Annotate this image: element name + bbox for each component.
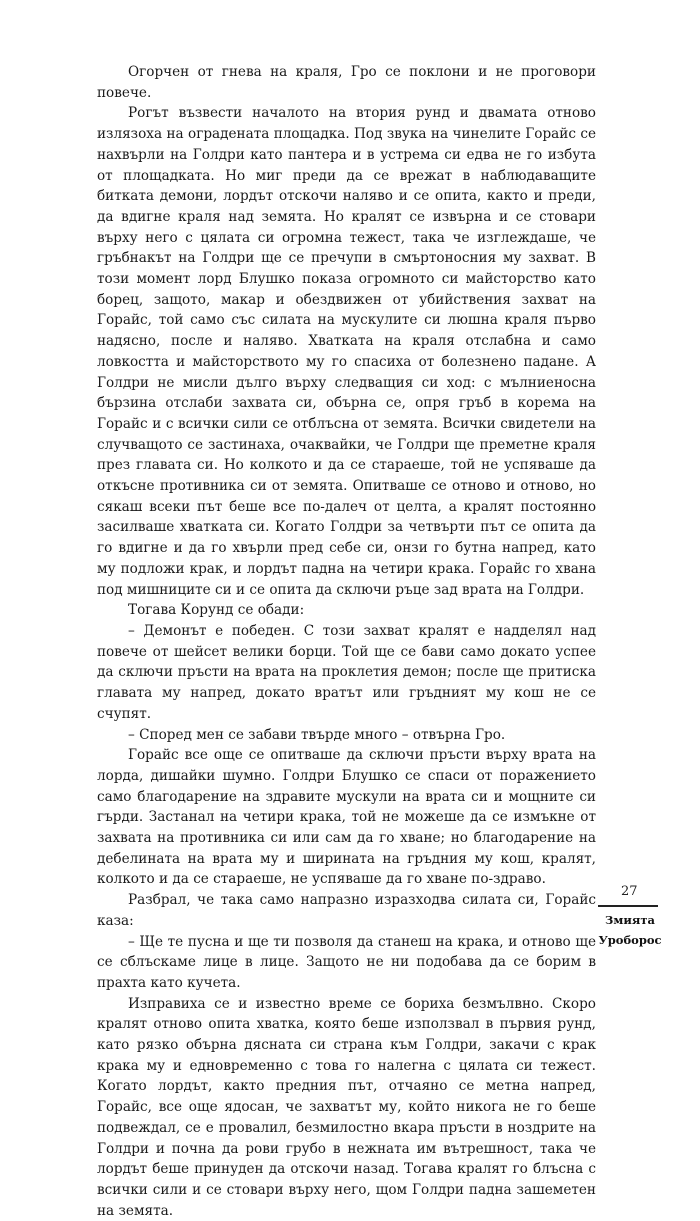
book-title-line-2: Уроборос — [598, 933, 662, 947]
page-number: 27 — [621, 884, 638, 899]
book-title-line-1: Змията — [605, 913, 655, 927]
paragraph: – Ще те пусна и ще ти позволя да станеш на крака, и отново ще се сблъскаме лице в лице. Защото не ни подобава да се борим в прахта като кучета. — [97, 933, 596, 991]
footer-divider — [598, 905, 658, 907]
paragraph: Горайс все още се опитваше да сключи пръсти върху врата на лорда, дишайки шумно. Голдри Блушко се спаси от поражението само благодарение на здравите мускули на врата си и мощните си гърди. Застанал на четири крака, той не можеше да се измъкне от захвата на противника си или сам да го хване; но благодарение на дебелината на врата му и ширината на гръдния му кош, кралят, колкото и да се стараеше, не успяваше да го хване по-здраво. — [97, 747, 596, 888]
paragraph: Тогава Корунд се обади: — [128, 602, 305, 619]
paragraph: Изправиха се и известно време се бориха безмълвно. Скоро кралят отново опита хватка, която беше използвал в първия рунд, като рязко обърна дясната си страна към Голдри, закачи с крак крака му и едновременно с това го налегна с цялата си тежест. Когато лордът, както предния път, отчаяно се метна напред, Горайс, все още ядосан, че захватът му, който никога не го беше подвеждал, се е провалил, безмилостно вкара пръсти в ноздрите на Голдри и почна да рови грубо в нежната им вътрешност, така че лордът беше принуден да отскочи назад. Тогава кралят го блъсна с всички сили и се стовари върху него, щом Голдри падна зашеметен на земята. — [97, 995, 596, 1219]
paragraph: – Според мен се забави твърде много – отвърна Гро. — [128, 726, 506, 743]
paragraph: Огорчен от гнева на краля, Гро се поклони и не проговори повече. — [97, 64, 596, 101]
paragraph: – Демонът е победен. С този захват кралят е надделял над повече от шейсет велики борци. Той ще се бави само докато успее да сключи пръсти на врата на проклетия демон; после ще притиска главата му напред, докато вратът или гръдният му кош не се счупят. — [97, 622, 596, 722]
paragraph: Рогът възвести началото на втория рунд и двамата отново излязоха на оградената площадка. Под звука на чинелите Горайс се нахвърли на Голдри като пантера и в устрема си едва не го избута от площадката. Но миг преди да се врежат в наблюдаващите битката демони, лордът отскочи наляво и се опита, както и преди, да вдигне краля над земята. Но кралят се извърна и се стовари върху него с цялата си огромна тежест, така че изглеждаше, че гръбнакът на Голдри ще се пречупи в смъртоносния му захват. В този момент лорд Блушко показа огромното си майсторство като борец, защото, макар и обездвижен от убийствения захват на Горайс, той само със силата на мускулите си люшна краля първо надясно, после и наляво. Хватката на краля отслабна и само ловкостта и майсторството му го спасиха от болезнено падане. А Голдри не мисли дълго върху следващия си ход: с мълниеносна бързина отслаби захвата си, обърна се, опря гръб в корема на Горайс и с всички сили се отблъсна от земята. Всички свидетели на случващото се застинаха, очаквайки, че Голдри ще преметне краля през главата си. Но колкото и да се стараеше, той не успяваше да откъсне противника си от земята. Опитваше се отново и отново, но сякаш всеки път беше все по-далеч от целта, а кралят постоянно засилваше хватката си. Когато Голдри за четвърти път се опита да го вдигне и да го хвърли пред себе си, онзи го бутна напред, като му подложи крак, и лордът падна на четири крака. Горайс го хвана под мишниците си и се опита да сключи ръце зад врата на Голдри. — [97, 105, 596, 598]
paragraph: Разбрал, че така само напразно изразходва силата си, Горайс каза: — [97, 892, 596, 929]
body-text — [97, 62, 596, 1221]
running-footer-title — [598, 910, 662, 950]
